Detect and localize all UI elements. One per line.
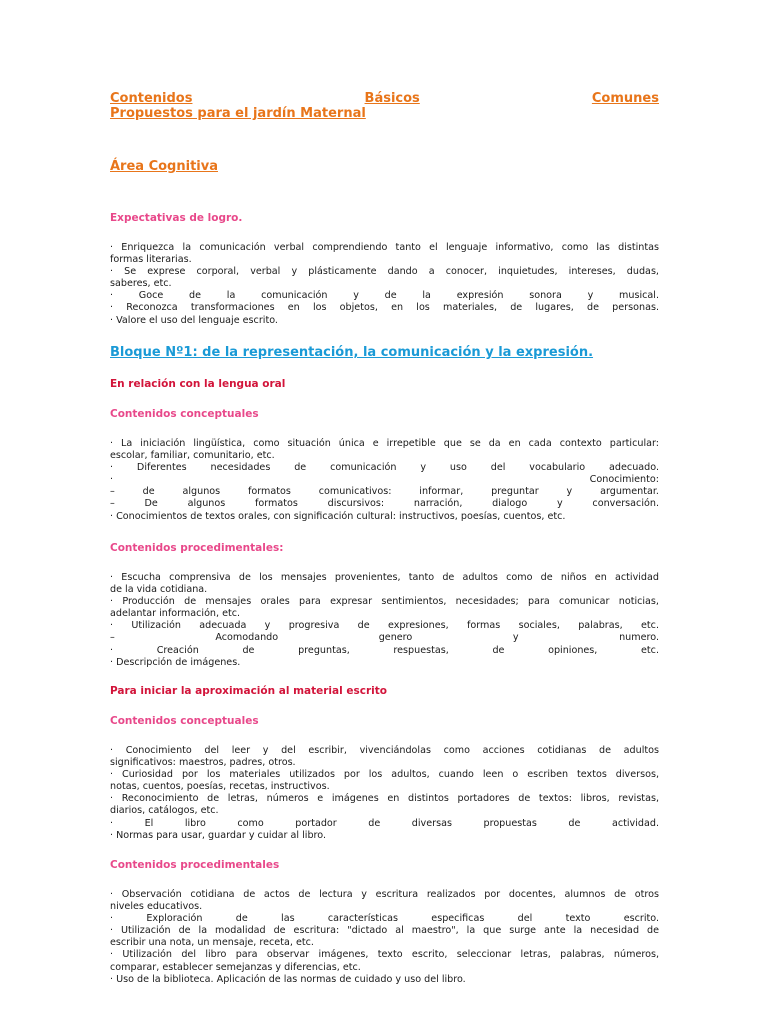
- area-heading: Área Cognitiva: [110, 159, 218, 174]
- text-line: – de algunos formatos comunicativos: informar, preguntar y argumentar.: [110, 486, 659, 498]
- text-line: · Observación cotidiana de actos de lectura y escritura realizados por docentes, alumnos de otros: [110, 889, 659, 900]
- text-line: · Utilización adecuada y progresiva de expresiones, formas sociales, palabras, etc.: [110, 620, 659, 632]
- text-line: · Uso de la biblioteca. Aplicación de las normas de cuidado y uso del libro.: [110, 973, 466, 985]
- text-line: · El libro como portador de diversas propuestas de actividad.: [110, 817, 659, 829]
- material-escrito-heading: Para iniciar la aproximación al material escrito: [110, 685, 387, 697]
- lengua-oral-heading: En relación con la lengua oral: [110, 378, 286, 390]
- title-line-2: Propuestos para el jardín Maternal: [110, 106, 366, 121]
- title-word: Básicos: [364, 91, 420, 106]
- text-line: · Utilización del libro para observar imágenes, texto escrito, seleccionar letras, palabras, números,: [110, 949, 659, 961]
- text-line: comparar, establecer semejanzas y diferencias, etc.: [110, 961, 361, 973]
- lo-conceptuales-heading: Contenidos conceptuales: [110, 408, 259, 420]
- text-line: · Valore el uso del lenguaje escrito.: [110, 314, 278, 326]
- text-line: adelantar información, etc.: [110, 608, 241, 620]
- text-line: · Exploración de las características especificas del texto escrito.: [110, 913, 659, 925]
- text-line: diarios, catálogos, etc.: [110, 805, 219, 817]
- text-line: saberes, etc.: [110, 278, 172, 290]
- me-procedimentales-list: [110, 889, 659, 986]
- text-line: · Conocimiento del leer y del escribir, vivenciándolas como acciones cotidianas de adultos: [110, 745, 659, 756]
- text-line: – Acomodando genero y numero.: [110, 632, 659, 644]
- text-line: · Normas para usar, guardar y cuidar al libro.: [110, 829, 327, 841]
- text-line: significativos: maestros, padres, otros.: [110, 757, 296, 769]
- text-line: · Creación de preguntas, respuestas, de opiniones, etc.: [110, 644, 659, 656]
- lo-conceptuales-list: [110, 438, 659, 523]
- text-line: · Enriquezca la comunicación verbal comprendiendo tanto el lenguaje informativo, como las distintas: [110, 242, 659, 253]
- text-line: · Escucha comprensiva de los mensajes provenientes, tanto de adultos como de niños en actividad: [110, 572, 659, 583]
- text-line: formas literarias.: [110, 254, 192, 266]
- me-conceptuales-list: [110, 745, 659, 842]
- text-line: · La iniciación lingüística, como situación única e irrepetible que se da en cada contexto particular:: [110, 438, 659, 449]
- text-line: · Conocimiento:: [110, 474, 659, 486]
- expectativas-heading: Expectativas de logro.: [110, 212, 243, 224]
- text-line: niveles educativos.: [110, 901, 203, 913]
- bloque-heading: Bloque Nº1: de la representación, la comunicación y la expresión.: [110, 345, 594, 360]
- expectativas-list: [110, 242, 659, 327]
- text-line: · Reconozca transformaciones en los objetos, en los materiales, de lugares, de personas.: [110, 302, 659, 314]
- document-title: [110, 91, 659, 121]
- text-line: escolar, familiar, comunitario, etc.: [110, 450, 275, 462]
- text-line: · Goce de la comunicación y de la expresión sonora y musical.: [110, 290, 659, 302]
- title-line-1: [110, 91, 659, 106]
- lo-procedimentales-list: [110, 572, 659, 669]
- text-line: · Curiosidad por los materiales utilizados por los adultos, cuando leen o escriben textos diversos,: [110, 769, 659, 781]
- title-word: Comunes: [591, 91, 659, 106]
- text-line: · Conocimientos de textos orales, con significación cultural: instructivos, poesías, cuentos, etc.: [110, 510, 566, 522]
- text-line: escribir una nota, un mensaje, receta, etc.: [110, 937, 314, 949]
- text-line: notas, cuentos, poesías, recetas, instructivos.: [110, 781, 330, 793]
- text-line: · Descripción de imágenes.: [110, 656, 241, 668]
- text-line: · Utilización de la modalidad de escritura: "dictado al maestro", la que surge ante la necesidad de: [110, 925, 659, 937]
- text-line: – De algunos formatos discursivos: narración, dialogo y conversación.: [110, 498, 659, 510]
- text-line: · Diferentes necesidades de comunicación y uso del vocabulario adecuado.: [110, 462, 659, 474]
- me-procedimentales-heading: Contenidos procedimentales: [110, 859, 280, 871]
- title-word: Contenidos: [110, 91, 193, 106]
- me-conceptuales-heading: Contenidos conceptuales: [110, 715, 259, 727]
- text-line: de la vida cotidiana.: [110, 584, 208, 596]
- text-line: · Reconocimiento de letras, números e imágenes en distintos portadores de textos: libros, revistas,: [110, 793, 659, 805]
- lo-procedimentales-heading: Contenidos procedimentales:: [110, 542, 284, 554]
- text-line: · Se exprese corporal, verbal y plásticamente dando a conocer, inquietudes, intereses, dudas,: [110, 266, 659, 278]
- text-line: · Producción de mensajes orales para expresar sentimientos, necesidades; para comunicar noticias,: [110, 596, 659, 608]
